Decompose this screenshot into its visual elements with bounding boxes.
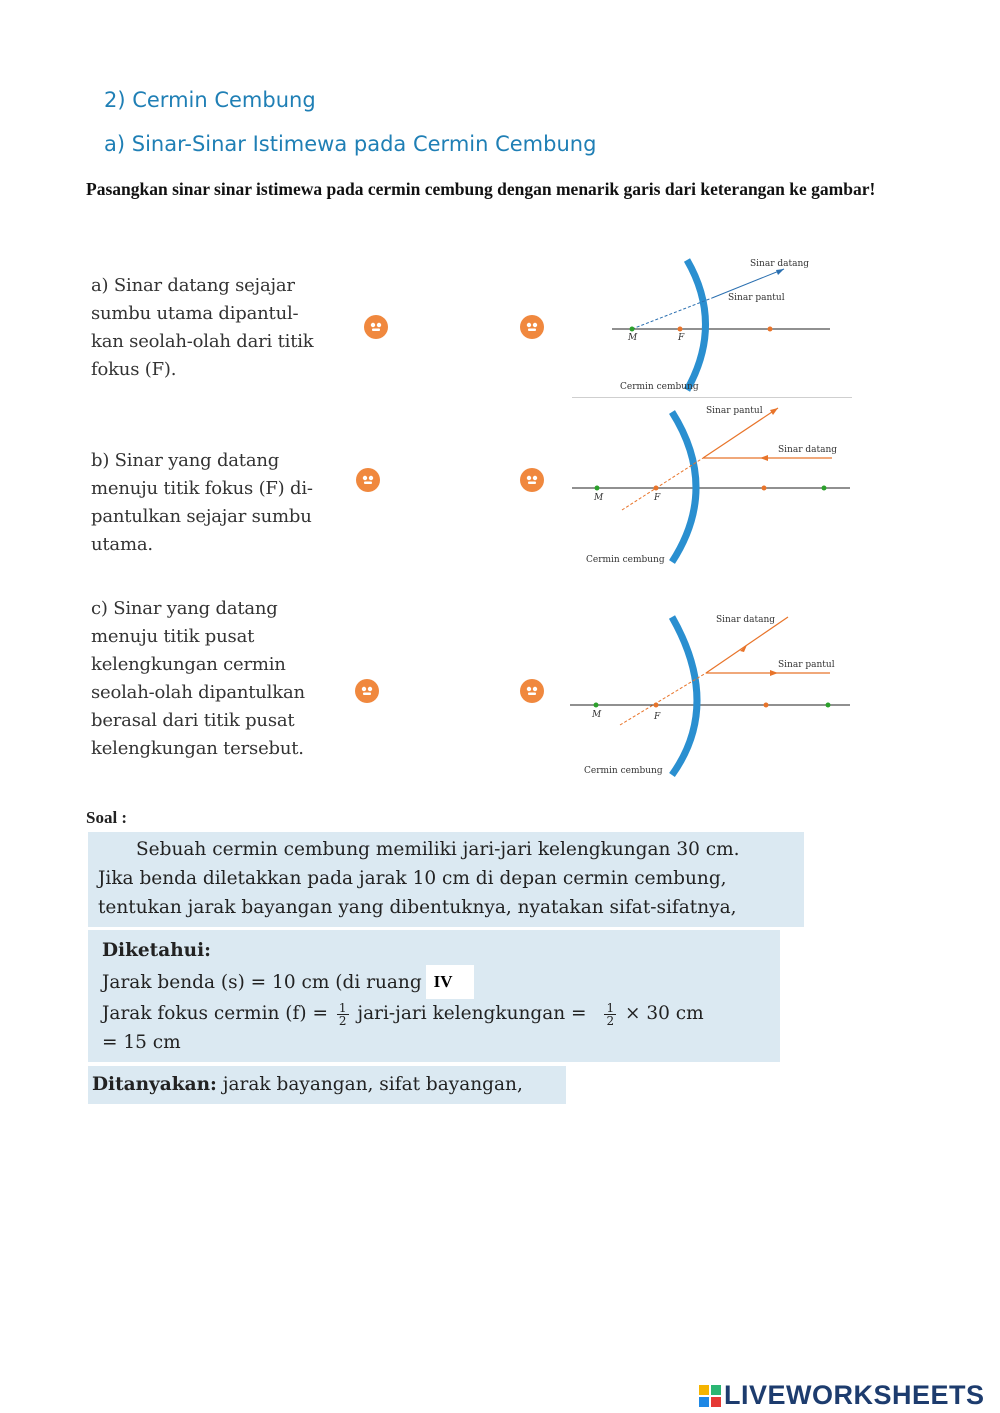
option-line: b) Sinar yang datang [91, 450, 280, 471]
asked-title: Ditanyakan: [92, 1074, 217, 1095]
option-line: seolah-olah dipantulkan [91, 682, 305, 703]
fraction-denominator: 2 [606, 1013, 615, 1028]
convex-mirror [687, 260, 706, 390]
convex-mirror [672, 412, 696, 562]
arrow-head [770, 408, 778, 415]
label-cermin: Cermin cembung [586, 555, 665, 565]
focus-text-mid: jari-jari kelengkungan = [357, 1003, 587, 1024]
label-cermin: Cermin cembung [620, 382, 699, 392]
option-line: kan seolah-olah dari titik [91, 331, 314, 352]
fraction [337, 1002, 349, 1027]
arrow-head [776, 269, 784, 275]
question-box [88, 832, 804, 927]
option-b-text [91, 447, 351, 559]
option-a-text [91, 272, 351, 384]
arrow-head [760, 455, 768, 461]
option-line: kelengkungan tersebut. [91, 738, 304, 759]
link-icon [369, 321, 383, 333]
extended-ray [632, 298, 712, 329]
extended-ray [622, 458, 703, 510]
point-f [654, 703, 659, 708]
diagram-2 [572, 400, 852, 570]
label-f: F [678, 333, 685, 343]
label-sinar-datang: Sinar datang [750, 259, 810, 269]
match-dot-left-b[interactable] [356, 468, 380, 492]
label-m: M [592, 710, 602, 720]
known-title: Diketahui: [102, 940, 211, 961]
instruction-text: Pasangkan sinar sinar istimewa pada cermin cembung dengan menarik garis dari keterangan ke gambar! [86, 179, 876, 199]
point-m-prime [822, 486, 827, 491]
section-heading: 2) Cermin Cembung [104, 88, 316, 112]
point-f [678, 327, 683, 332]
option-c-text [91, 595, 351, 763]
question-line: Sebuah cermin cembung memiliki jari-jari kelengkungan 30 cm. [136, 839, 740, 860]
option-line: sumbu utama dipantul- [91, 303, 299, 324]
fraction-denominator: 2 [338, 1013, 347, 1028]
subsection-heading: a) Sinar-Sinar Istimewa pada Cermin Cembung [104, 132, 597, 156]
point-f [654, 486, 659, 491]
match-dot-right-3[interactable] [520, 679, 544, 703]
focus-text: Jarak fokus cermin (f) = [102, 1003, 328, 1024]
point-m-prime [826, 703, 831, 708]
label-sinar-datang: Sinar datang [778, 445, 838, 455]
link-icon [525, 685, 539, 697]
point-m [594, 703, 599, 708]
asked-box [88, 1066, 566, 1104]
point-f-prime [764, 703, 769, 708]
brand-logo [698, 1380, 985, 1411]
match-dot-left-c[interactable] [355, 679, 379, 703]
fraction-numerator: 1 [606, 1000, 615, 1015]
question-line: Jika benda diletakkan pada jarak 10 cm di depan cermin cembung, [98, 868, 727, 889]
option-line: c) Sinar yang datang [91, 598, 278, 619]
label-cermin: Cermin cembung [584, 766, 663, 776]
option-line: kelengkungan cermin [91, 654, 286, 675]
question-line: tentukan jarak bayangan yang dibentuknya, nyatakan sifat-sifatnya, [98, 897, 737, 918]
fraction-numerator: 1 [338, 1000, 347, 1015]
link-icon [525, 474, 539, 486]
option-line: menuju titik pusat [91, 626, 255, 647]
convex-mirror [672, 617, 697, 775]
option-line: utama. [91, 534, 153, 555]
option-line: berasal dari titik pusat [91, 710, 295, 731]
brand-name: LIVEWORKSHEETS [724, 1380, 985, 1410]
match-dot-right-2[interactable] [520, 468, 544, 492]
fraction [604, 1002, 616, 1027]
asked-text: jarak bayangan, sifat bayangan, [222, 1074, 523, 1095]
option-line: fokus (F). [91, 359, 177, 380]
option-line: a) Sinar datang sejajar [91, 275, 295, 296]
label-sinar-pantul: Sinar pantul [778, 660, 835, 670]
label-sinar-pantul: Sinar pantul [728, 293, 785, 303]
option-line: menuju titik fokus (F) di- [91, 478, 313, 499]
link-icon [361, 474, 375, 486]
question-text [88, 832, 804, 922]
label-sinar-datang: Sinar datang [716, 615, 776, 625]
option-line: pantulkan sejajar sumbu [91, 506, 312, 527]
liveworksheets-logo-icon [698, 1384, 722, 1408]
diagram-1 [572, 254, 852, 396]
known-distance-text: Jarak benda (s) = 10 cm (di ruang [102, 971, 422, 993]
point-f-prime [762, 486, 767, 491]
point-m [595, 486, 600, 491]
point-f-prime [768, 327, 773, 332]
known-line-3: = 15 cm [102, 1032, 181, 1053]
soal-label: Soal : [86, 808, 128, 827]
label-m: M [628, 333, 638, 343]
arrow-head [770, 670, 778, 676]
match-dot-left-a[interactable] [364, 315, 388, 339]
label-f: F [654, 712, 661, 722]
known-box [88, 930, 780, 1062]
point-m [630, 327, 635, 332]
diagram-divider [572, 397, 852, 398]
diagram-3 [570, 605, 852, 781]
label-sinar-pantul: Sinar pantul [706, 406, 763, 416]
link-icon [525, 321, 539, 333]
focus-text-post: × 30 cm [625, 1003, 704, 1024]
link-icon [360, 685, 374, 697]
label-f: F [654, 493, 661, 503]
label-m: M [594, 493, 604, 503]
match-dot-right-1[interactable] [520, 315, 544, 339]
known-line-1 [102, 965, 780, 999]
known-line-2 [102, 999, 780, 1028]
ruang-answer-input[interactable] [426, 965, 474, 999]
